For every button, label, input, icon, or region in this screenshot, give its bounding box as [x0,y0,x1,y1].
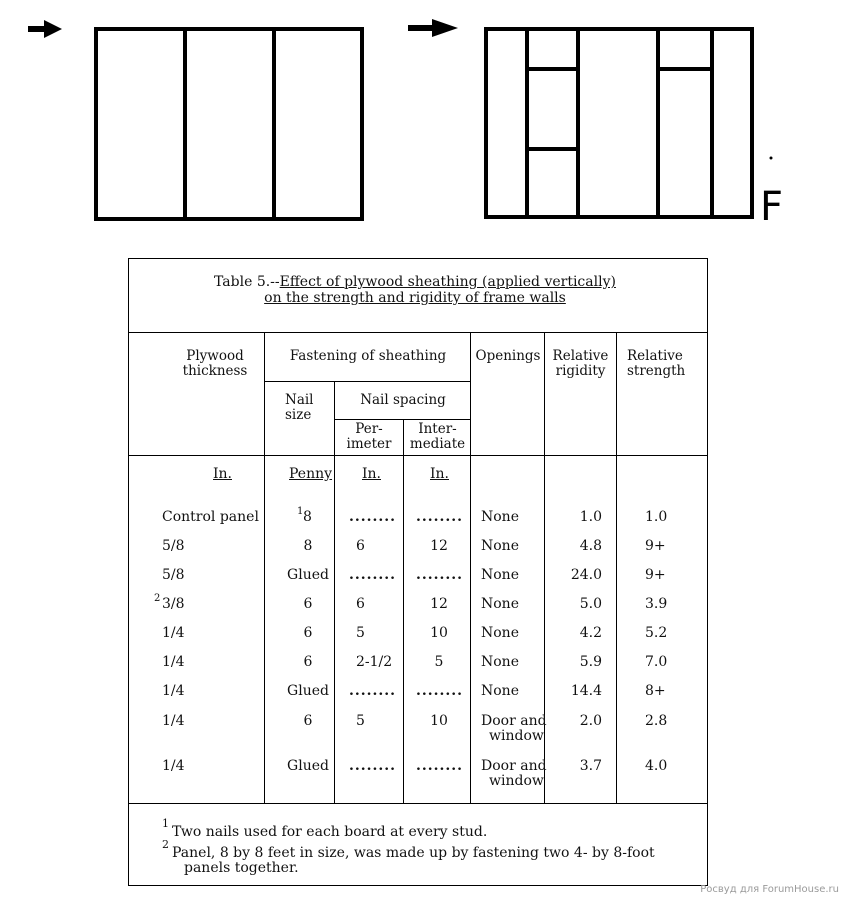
caption-line1: Effect of plywood sheathing (applied vertically) [279,274,616,290]
footnote-mark: 2 [154,593,161,604]
cell-openings-line2: window [489,773,544,789]
cell-perimeter: ........ [349,567,396,583]
cell-intermediate: ........ [416,567,463,583]
cell-relative-rigidity: 3.7 [579,758,602,774]
cell-relative-rigidity: 5.9 [579,654,602,670]
cell-intermediate: 10 [430,713,448,729]
cell-perimeter: 6 [356,596,365,612]
cell-relative-rigidity: 2.0 [579,713,602,729]
cell-perimeter: 5 [356,625,365,641]
cell-nail-size: Glued [287,758,329,774]
cell-thickness: 1/4 [162,713,185,729]
caption-line2: on the strength and rigidity of frame walls [264,290,566,306]
cell-nail-size: 6 [303,713,313,729]
divider [334,419,470,420]
header-intermediate: Inter- mediate [409,421,466,452]
divider [334,381,335,803]
header-perimeter: Per- imeter [346,421,392,452]
unit-nail-size: Penny [289,466,333,482]
cell-thickness: 1/4 [162,654,185,670]
cell-nail-size: Glued [287,683,329,699]
cell-openings: Door and [481,758,547,774]
header-relative-strength: Relative strength [627,348,686,379]
divider [616,332,617,803]
cell-relative-rigidity: 5.0 [579,596,602,612]
cell-openings: Door and [481,713,547,729]
cell-relative-strength: 9+ [645,567,666,583]
unit-intermediate: In. [430,466,449,482]
cell-thickness: 3/8 [162,596,185,612]
cell-relative-strength: 2.8 [645,713,668,729]
cell-nail-size: 6 [303,654,313,670]
cell-relative-strength: 1.0 [645,509,668,525]
divider [403,419,404,803]
cell-perimeter: ........ [349,758,396,774]
cell-relative-rigidity: 24.0 [570,567,602,583]
footnote-text: panels together. [184,860,299,876]
cell-openings-line2: window [489,728,544,744]
wall-panel-plain [96,29,362,219]
cell-intermediate: ........ [416,509,463,525]
cell-relative-strength: 4.0 [645,758,668,774]
cell-thickness: 1/4 [162,758,185,774]
cell-thickness: 1/4 [162,625,185,641]
cell-intermediate: 5 [434,654,444,670]
cell-intermediate: ........ [416,758,463,774]
cell-perimeter: 5 [356,713,365,729]
header-plywood-thickness: Plywood thickness [182,348,248,379]
header-fastening: Fastening of sheathing [289,348,447,364]
cell-relative-strength: 8+ [645,683,666,699]
cell-nail-size: 8 [303,509,312,525]
cell-thickness: 5/8 [162,567,185,583]
cell-relative-rigidity: 4.2 [579,625,602,641]
cell-openings: None [481,683,519,699]
cell-openings: None [481,654,519,670]
wall-panels-figure [0,0,859,240]
footnote-text: Two nails used for each board at every stud. [172,824,488,840]
cell-intermediate: ........ [416,683,463,699]
arrow-right-icon [408,19,458,37]
cell-nail-size: 6 [303,596,313,612]
header-nail-spacing: Nail spacing [360,392,446,408]
cell-nail-size: Glued [287,567,329,583]
footnote-mark: 1 [297,506,304,517]
divider [544,332,545,803]
header-relative-rigidity: Relative rigidity [552,348,609,379]
unit-thickness: In. [213,466,232,482]
divider [470,332,471,803]
cell-thickness: 5/8 [162,538,185,554]
cell-openings: None [481,596,519,612]
cell-openings: None [481,509,519,525]
cell-relative-rigidity: 1.0 [579,509,602,525]
cell-perimeter: 6 [356,538,365,554]
cell-relative-strength: 3.9 [645,596,668,612]
cell-thickness: Control panel [162,509,259,525]
cell-openings: None [481,567,519,583]
cell-intermediate: 12 [430,596,448,612]
caption-prefix: Table 5.-- [214,274,280,290]
divider [128,803,708,804]
cell-thickness: 1/4 [162,683,185,699]
divider [264,381,470,382]
header-nail-size: Nail size [285,392,314,423]
cell-nail-size: 8 [303,538,313,554]
cell-relative-strength: 9+ [645,538,666,554]
divider [128,332,708,333]
cell-relative-strength: 5.2 [645,625,668,641]
cell-perimeter: 2-1/2 [356,654,393,670]
arrow-right-icon [28,20,62,38]
unit-perimeter: In. [362,466,381,482]
watermark: Росвуд для ForumHouse.ru [700,884,839,895]
cell-perimeter: ........ [349,683,396,699]
wall-panel-with-openings [486,29,752,217]
footnote-text: Panel, 8 by 8 feet in size, was made up by fastening two 4- by 8-foot [172,845,655,861]
panel-f-label: F [760,184,784,230]
table-caption [150,274,680,290]
header-openings: Openings [475,348,541,364]
divider [128,455,708,456]
footnote-mark: 2 [162,838,169,851]
cell-perimeter: ........ [349,509,396,525]
footnote-mark: 1 [162,817,169,830]
divider [264,332,265,803]
cell-intermediate: 10 [430,625,448,641]
cell-relative-rigidity: 14.4 [570,683,602,699]
cell-openings: None [481,538,519,554]
cell-nail-size: 6 [303,625,313,641]
cell-relative-strength: 7.0 [645,654,668,670]
cell-relative-rigidity: 4.8 [579,538,602,554]
cell-intermediate: 12 [430,538,448,554]
cell-openings: None [481,625,519,641]
